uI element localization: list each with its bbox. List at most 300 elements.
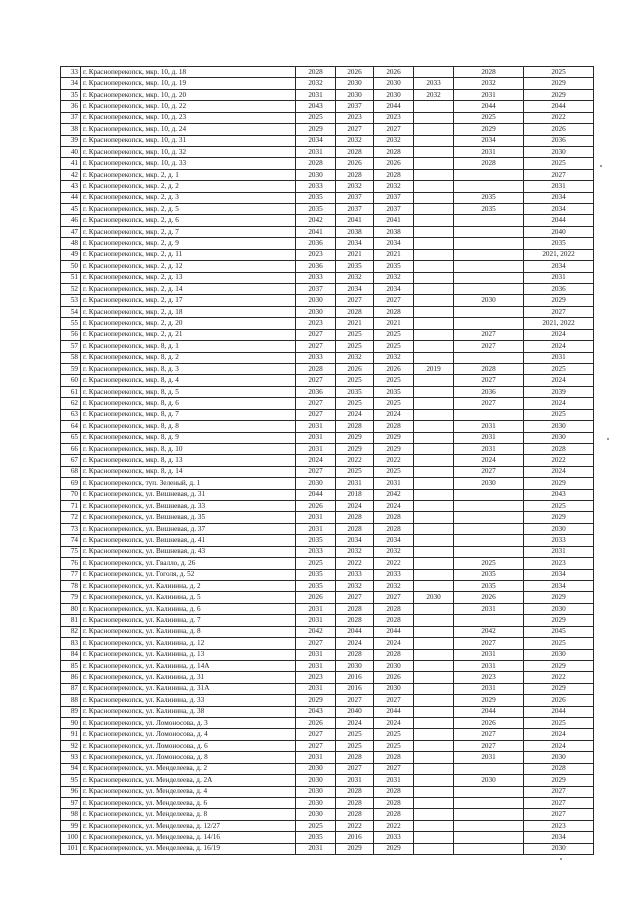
year-cell: [414, 523, 454, 534]
year-cell: 2025: [336, 740, 374, 751]
year-cell: [454, 261, 524, 272]
address-cell: г. Красноперекопск, ул. Калинина, д. 5: [81, 592, 296, 603]
year-cell: 2027: [296, 740, 336, 751]
year-cell: 2027: [524, 798, 594, 809]
year-cell: [414, 672, 454, 683]
row-number: 78: [61, 580, 81, 591]
year-cell: 2034: [336, 535, 374, 546]
address-cell: г. Красноперекопск, мкр. 8, д. 10: [81, 443, 296, 454]
table-row: [61, 820, 594, 831]
row-number: 101: [61, 843, 81, 854]
year-cell: 2027: [336, 295, 374, 306]
year-cell: 2035: [336, 386, 374, 397]
address-cell: г. Красноперекопск, ул. Менделеева, д. 6: [81, 798, 296, 809]
year-cell: 2034: [296, 135, 336, 146]
year-cell: 2026: [374, 363, 414, 374]
row-number: 35: [61, 89, 81, 100]
year-cell: 2030: [524, 649, 594, 660]
table-row: [61, 592, 594, 603]
year-cell: 2035: [296, 204, 336, 215]
year-cell: [414, 249, 454, 260]
year-cell: 2024: [524, 466, 594, 477]
year-cell: 2023: [374, 112, 414, 123]
year-cell: 2034: [524, 192, 594, 203]
year-cell: 2025: [524, 409, 594, 420]
year-cell: 2030: [524, 146, 594, 157]
year-cell: 2032: [336, 580, 374, 591]
year-cell: 2031: [454, 432, 524, 443]
table-row: [61, 569, 594, 580]
year-cell: [414, 169, 454, 180]
row-number: 50: [61, 261, 81, 272]
year-cell: 2028: [296, 67, 336, 78]
year-cell: [454, 809, 524, 820]
year-cell: 2032: [374, 135, 414, 146]
year-cell: [414, 398, 454, 409]
year-cell: 2027: [296, 729, 336, 740]
year-cell: 2030: [296, 306, 336, 317]
year-cell: 2040: [336, 706, 374, 717]
year-cell: 2028: [336, 306, 374, 317]
year-cell: [454, 763, 524, 774]
row-number: 55: [61, 318, 81, 329]
address-cell: г. Красноперекопск, мкр. 10, д. 18: [81, 67, 296, 78]
address-cell: г. Красноперекопск, ул. Ломоносова, д. 3: [81, 718, 296, 729]
year-cell: 2027: [524, 809, 594, 820]
year-cell: 2030: [454, 295, 524, 306]
year-cell: 2035: [454, 569, 524, 580]
row-number: 97: [61, 798, 81, 809]
year-cell: 2021: [336, 249, 374, 260]
scan-speck: [607, 438, 609, 440]
year-cell: 2032: [336, 352, 374, 363]
row-number: 46: [61, 215, 81, 226]
year-cell: 2025: [374, 398, 414, 409]
table-row: [61, 501, 594, 512]
address-cell: г. Красноперекопск, ул. Калинина, д. 2: [81, 580, 296, 591]
row-number: 70: [61, 489, 81, 500]
year-cell: [414, 535, 454, 546]
year-cell: 2037: [336, 204, 374, 215]
table-row: [61, 432, 594, 443]
address-cell: г. Красноперекопск, мкр. 10, д. 19: [81, 78, 296, 89]
year-cell: [414, 318, 454, 329]
year-cell: [414, 729, 454, 740]
row-number: 67: [61, 455, 81, 466]
row-number: 64: [61, 421, 81, 432]
year-cell: 2034: [374, 238, 414, 249]
year-cell: 2028: [296, 158, 336, 169]
row-number: 84: [61, 649, 81, 660]
table-row: [61, 683, 594, 694]
address-cell: г. Красноперекопск, ул. Менделеева, д. 8: [81, 809, 296, 820]
year-cell: 2022: [374, 558, 414, 569]
year-cell: [454, 215, 524, 226]
year-cell: [454, 226, 524, 237]
table-row: [61, 512, 594, 523]
year-cell: 2035: [524, 238, 594, 249]
row-number: 59: [61, 363, 81, 374]
year-cell: 2024: [524, 398, 594, 409]
row-number: 96: [61, 786, 81, 797]
year-cell: [414, 226, 454, 237]
table-row: [61, 215, 594, 226]
address-cell: г. Красноперекопск, мкр. 8, д. 3: [81, 363, 296, 374]
year-cell: 2029: [374, 443, 414, 454]
scan-speck: [600, 165, 602, 167]
year-cell: 2027: [336, 763, 374, 774]
year-cell: 2037: [374, 192, 414, 203]
year-cell: 2022: [524, 455, 594, 466]
year-cell: 2028: [374, 421, 414, 432]
year-cell: 2026: [524, 695, 594, 706]
year-cell: [414, 683, 454, 694]
year-cell: 2028: [336, 786, 374, 797]
address-cell: г. Красноперекопск, мкр. 8, д. 7: [81, 409, 296, 420]
year-cell: 2027: [454, 329, 524, 340]
year-cell: 2043: [296, 706, 336, 717]
year-cell: 2031: [296, 752, 336, 763]
year-cell: 2028: [374, 649, 414, 660]
year-cell: 2024: [374, 718, 414, 729]
table-row: [61, 615, 594, 626]
year-cell: 2033: [296, 352, 336, 363]
year-cell: 2030: [336, 660, 374, 671]
year-cell: [414, 820, 454, 831]
year-cell: 2030: [374, 683, 414, 694]
address-cell: г. Красноперекопск, ул. Калинина, д. 12: [81, 638, 296, 649]
year-cell: 2044: [454, 706, 524, 717]
year-cell: 2027: [336, 695, 374, 706]
year-cell: 2029: [524, 512, 594, 523]
year-cell: [414, 752, 454, 763]
year-cell: 2033: [336, 569, 374, 580]
table-row: [61, 832, 594, 843]
year-cell: 2044: [524, 101, 594, 112]
year-cell: 2037: [336, 101, 374, 112]
year-cell: 2030: [336, 89, 374, 100]
year-cell: 2035: [336, 261, 374, 272]
table-row: [61, 318, 594, 329]
row-number: 74: [61, 535, 81, 546]
year-cell: 2025: [454, 112, 524, 123]
row-number: 48: [61, 238, 81, 249]
table-row: [61, 124, 594, 135]
year-cell: 2040: [524, 226, 594, 237]
year-cell: 2032: [454, 78, 524, 89]
year-cell: 2024: [336, 501, 374, 512]
address-cell: г. Красноперекопск, мкр. 8, д. 1: [81, 341, 296, 352]
table-row: [61, 466, 594, 477]
address-cell: г. Красноперекопск, ул. Ломоносова, д. 8: [81, 752, 296, 763]
year-cell: 2029: [454, 695, 524, 706]
year-cell: 2018: [336, 489, 374, 500]
year-cell: 2031: [296, 89, 336, 100]
year-cell: [414, 261, 454, 272]
year-cell: [414, 272, 454, 283]
year-cell: 2024: [374, 409, 414, 420]
row-number: 94: [61, 763, 81, 774]
row-number: 42: [61, 169, 81, 180]
year-cell: [414, 501, 454, 512]
table-row: [61, 386, 594, 397]
address-cell: г. Красноперекопск, мкр. 10, д. 23: [81, 112, 296, 123]
year-cell: 2035: [296, 569, 336, 580]
row-number: 80: [61, 603, 81, 614]
year-cell: 2031: [454, 683, 524, 694]
year-cell: [454, 843, 524, 854]
year-cell: 2031: [296, 432, 336, 443]
row-number: 54: [61, 306, 81, 317]
year-cell: 2029: [524, 615, 594, 626]
row-number: 98: [61, 809, 81, 820]
year-cell: [414, 341, 454, 352]
address-cell: г. Красноперекопск, мкр. 2, д. 11: [81, 249, 296, 260]
address-cell: г. Красноперекопск, ул. Вишневая, д. 31: [81, 489, 296, 500]
row-number: 95: [61, 775, 81, 786]
year-cell: 2042: [454, 626, 524, 637]
year-cell: 2025: [336, 729, 374, 740]
address-cell: г. Красноперекопск, мкр. 2, д. 3: [81, 192, 296, 203]
address-cell: г. Красноперекопск, мкр. 10, д. 20: [81, 89, 296, 100]
year-cell: [454, 181, 524, 192]
row-number: 75: [61, 546, 81, 557]
row-number: 52: [61, 284, 81, 295]
year-cell: 2022: [336, 558, 374, 569]
table-row: [61, 798, 594, 809]
table-row: [61, 763, 594, 774]
address-cell: г. Красноперекопск, мкр. 8, д. 13: [81, 455, 296, 466]
year-cell: [454, 409, 524, 420]
year-cell: 2016: [336, 683, 374, 694]
year-cell: 2028: [336, 649, 374, 660]
year-cell: 2029: [336, 432, 374, 443]
year-cell: 2030: [524, 523, 594, 534]
address-cell: г. Красноперекопск, мкр. 2, д. 14: [81, 284, 296, 295]
year-cell: 2025: [524, 363, 594, 374]
address-cell: г. Красноперекопск, ул. Гвалло, д. 26: [81, 558, 296, 569]
address-cell: г. Красноперекопск, ул. Калинина, д. 38: [81, 706, 296, 717]
row-number: 89: [61, 706, 81, 717]
year-cell: 2025: [524, 67, 594, 78]
address-cell: г. Красноперекопск, ул. Менделеева, д. 2А: [81, 775, 296, 786]
table-row: [61, 398, 594, 409]
year-cell: 2029: [296, 695, 336, 706]
year-cell: 2034: [374, 535, 414, 546]
table-row: [61, 272, 594, 283]
year-cell: 2028: [374, 603, 414, 614]
year-cell: 2031: [454, 649, 524, 660]
row-number: 36: [61, 101, 81, 112]
table-row: [61, 706, 594, 717]
year-cell: 2027: [374, 695, 414, 706]
year-cell: 2036: [524, 135, 594, 146]
scan-speck: [560, 858, 562, 860]
year-cell: [414, 215, 454, 226]
year-cell: 2029: [454, 124, 524, 135]
year-cell: 2029: [296, 124, 336, 135]
year-cell: 2027: [374, 592, 414, 603]
year-cell: [454, 272, 524, 283]
year-cell: 2044: [374, 626, 414, 637]
year-cell: 2034: [524, 204, 594, 215]
address-cell: г. Красноперекопск, мкр. 2, д. 7: [81, 226, 296, 237]
year-cell: 2032: [374, 272, 414, 283]
year-cell: 2027: [296, 466, 336, 477]
year-cell: [454, 615, 524, 626]
year-cell: [454, 535, 524, 546]
table-row: [61, 489, 594, 500]
table-row: [61, 603, 594, 614]
year-cell: 2030: [524, 752, 594, 763]
year-cell: 2035: [296, 580, 336, 591]
row-number: 38: [61, 124, 81, 135]
year-cell: [454, 512, 524, 523]
year-cell: [454, 489, 524, 500]
year-cell: 2030: [296, 169, 336, 180]
year-cell: 2038: [336, 226, 374, 237]
year-cell: 2035: [454, 580, 524, 591]
year-cell: 2029: [336, 443, 374, 454]
address-cell: г. Красноперекопск, мкр. 10, д. 33: [81, 158, 296, 169]
table-row: [61, 78, 594, 89]
year-cell: 2026: [296, 718, 336, 729]
year-cell: [414, 489, 454, 500]
year-cell: 2025: [336, 341, 374, 352]
year-cell: 2028: [336, 169, 374, 180]
year-cell: [414, 135, 454, 146]
address-cell: г. Красноперекопск, мкр. 8, д. 5: [81, 386, 296, 397]
address-cell: г. Красноперекопск, мкр. 2, д. 6: [81, 215, 296, 226]
year-cell: 2027: [524, 169, 594, 180]
year-cell: [414, 558, 454, 569]
year-cell: 2031: [296, 523, 336, 534]
row-number: 77: [61, 569, 81, 580]
year-cell: [454, 501, 524, 512]
year-cell: 2032: [414, 89, 454, 100]
year-cell: 2027: [374, 124, 414, 135]
year-cell: [414, 603, 454, 614]
year-cell: [414, 386, 454, 397]
year-cell: [414, 832, 454, 843]
table-row: [61, 146, 594, 157]
table-row: [61, 329, 594, 340]
year-cell: 2026: [454, 718, 524, 729]
row-number: 45: [61, 204, 81, 215]
row-number: 60: [61, 375, 81, 386]
year-cell: 2028: [336, 752, 374, 763]
year-cell: [414, 638, 454, 649]
year-cell: [414, 763, 454, 774]
year-cell: 2028: [336, 512, 374, 523]
year-cell: 2024: [374, 501, 414, 512]
year-cell: 2029: [374, 432, 414, 443]
address-cell: г. Красноперекопск, мкр. 2, д. 17: [81, 295, 296, 306]
table-row: [61, 455, 594, 466]
year-cell: 2025: [296, 820, 336, 831]
year-cell: 2016: [336, 832, 374, 843]
year-cell: 2041: [336, 215, 374, 226]
year-cell: 2028: [374, 809, 414, 820]
year-cell: 2024: [524, 341, 594, 352]
year-cell: 2037: [374, 204, 414, 215]
year-cell: 2024: [336, 638, 374, 649]
year-cell: [414, 706, 454, 717]
year-cell: 2030: [454, 478, 524, 489]
year-cell: 2028: [454, 363, 524, 374]
row-number: 33: [61, 67, 81, 78]
row-number: 86: [61, 672, 81, 683]
year-cell: [414, 124, 454, 135]
year-cell: 2031: [296, 649, 336, 660]
address-cell: г. Красноперекопск, мкр. 2, д. 13: [81, 272, 296, 283]
year-cell: 2022: [374, 820, 414, 831]
year-cell: [414, 432, 454, 443]
table-row: [61, 341, 594, 352]
year-cell: 2032: [374, 546, 414, 557]
table-row: [61, 523, 594, 534]
year-cell: 2026: [374, 158, 414, 169]
year-cell: 2027: [454, 740, 524, 751]
year-cell: 2034: [524, 580, 594, 591]
year-cell: [414, 775, 454, 786]
address-cell: г. Красноперекопск, мкр. 2, д. 2: [81, 181, 296, 192]
table-row: [61, 786, 594, 797]
year-cell: [414, 649, 454, 660]
year-cell: 2033: [374, 569, 414, 580]
table-row: [61, 226, 594, 237]
year-cell: 2031: [374, 775, 414, 786]
register-table: [60, 66, 594, 855]
year-cell: 2038: [374, 226, 414, 237]
year-cell: 2028: [454, 67, 524, 78]
table-row: [61, 740, 594, 751]
year-cell: [414, 466, 454, 477]
year-cell: 2029: [524, 592, 594, 603]
year-cell: 2030: [524, 603, 594, 614]
year-cell: [414, 295, 454, 306]
year-cell: 2030: [414, 592, 454, 603]
year-cell: 2025: [454, 558, 524, 569]
year-cell: 2024: [454, 455, 524, 466]
year-cell: [414, 158, 454, 169]
row-number: 79: [61, 592, 81, 603]
year-cell: [454, 306, 524, 317]
year-cell: 2030: [524, 421, 594, 432]
year-cell: [454, 798, 524, 809]
year-cell: 2026: [336, 363, 374, 374]
year-cell: 2031: [296, 603, 336, 614]
year-cell: 2044: [524, 706, 594, 717]
year-cell: 2031: [454, 89, 524, 100]
year-cell: 2022: [336, 455, 374, 466]
address-cell: г. Красноперекопск, мкр. 2, д. 1: [81, 169, 296, 180]
address-cell: г. Красноперекопск, мкр. 10, д. 24: [81, 124, 296, 135]
row-number: 43: [61, 181, 81, 192]
address-cell: г. Красноперекопск, ул. Калинина, д. 31А: [81, 683, 296, 694]
row-number: 47: [61, 226, 81, 237]
year-cell: 2028: [524, 763, 594, 774]
year-cell: [414, 306, 454, 317]
table-row: [61, 649, 594, 660]
address-cell: г. Красноперекопск, ул. Калинина, д. 13: [81, 649, 296, 660]
table-row: [61, 409, 594, 420]
row-number: 41: [61, 158, 81, 169]
table-row: [61, 478, 594, 489]
row-number: 61: [61, 386, 81, 397]
year-cell: 2025: [374, 375, 414, 386]
year-cell: 2024: [524, 740, 594, 751]
